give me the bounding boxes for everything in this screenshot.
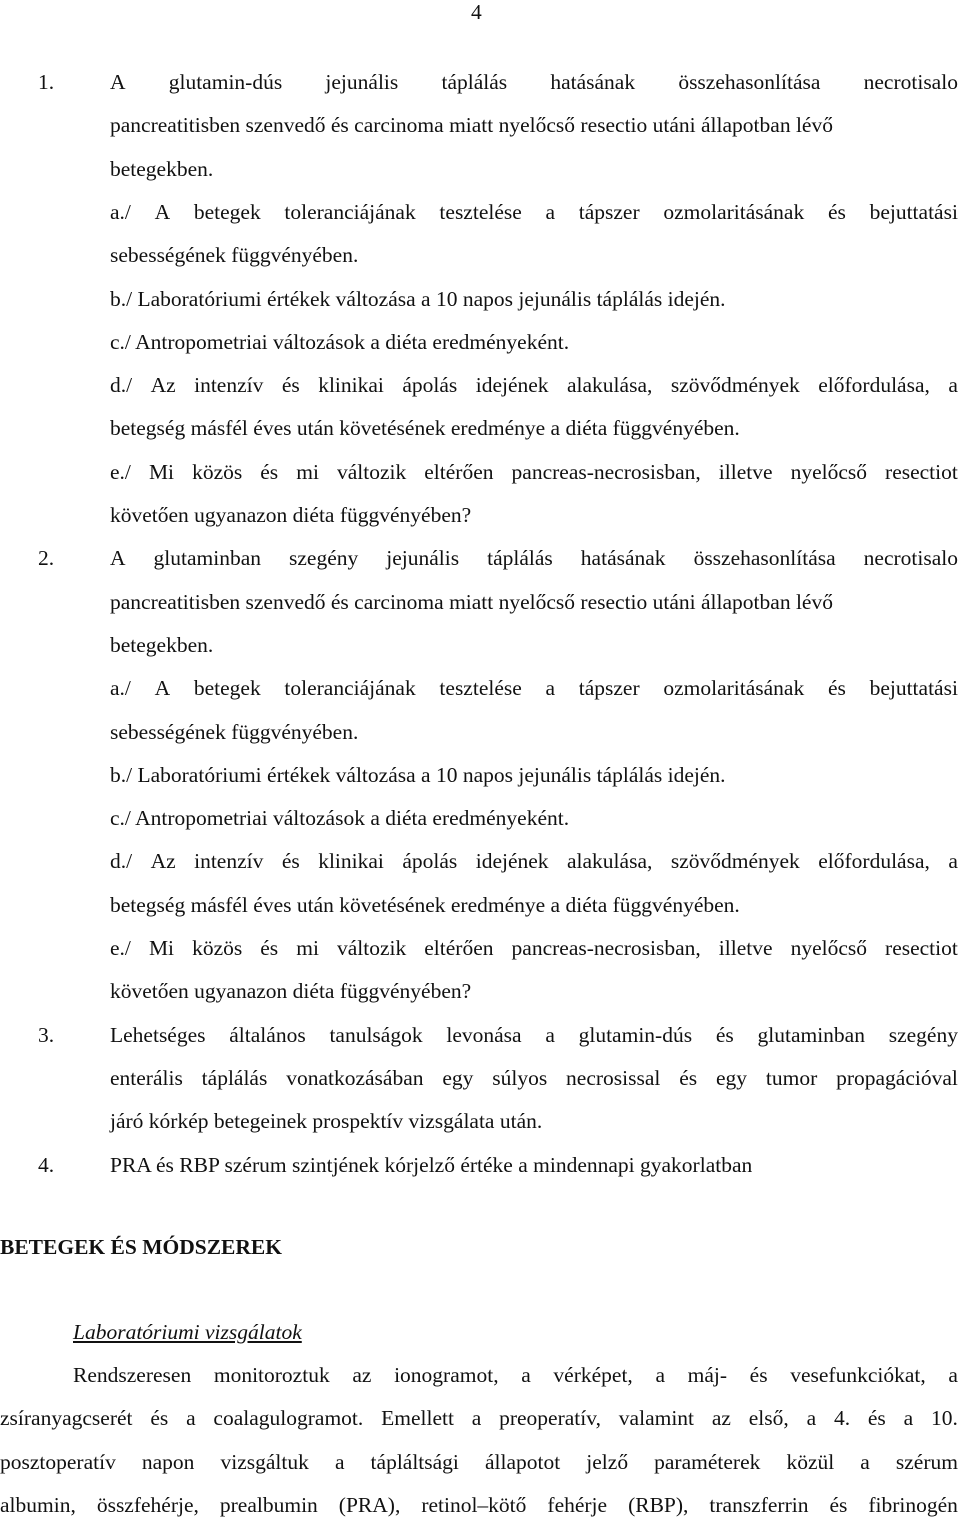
word: klinikai xyxy=(318,373,384,398)
word: előfordulása, xyxy=(818,373,930,398)
word: és xyxy=(260,459,279,484)
word: ápolás xyxy=(402,373,458,398)
word: közös xyxy=(192,936,243,960)
sub-item-line: követően ugyanazon diéta függvényében? xyxy=(110,503,472,527)
word: posztoperatív xyxy=(0,1450,116,1474)
word: Lehetséges xyxy=(110,1022,206,1047)
sub-item-line xyxy=(110,199,958,224)
word: és xyxy=(749,1363,768,1387)
word: a xyxy=(471,1406,482,1430)
subheading: Laboratóriumi vizsgálatok xyxy=(73,1320,302,1344)
word: Emellett xyxy=(381,1406,454,1430)
word: necrosissal xyxy=(566,1065,661,1090)
word: klinikai xyxy=(318,849,384,874)
word: (RBP), xyxy=(628,1493,689,1517)
word: nyelőcső xyxy=(790,459,867,484)
word: Mi xyxy=(148,936,175,960)
paragraph-line xyxy=(0,1408,958,1430)
word: a xyxy=(860,1450,870,1474)
word: szegény xyxy=(289,546,359,571)
word: betegek xyxy=(193,676,261,701)
paragraph-line xyxy=(0,1495,958,1517)
word: tápszer xyxy=(578,676,640,701)
word: a xyxy=(806,1406,817,1430)
word: általános xyxy=(229,1022,306,1047)
word: alakulása, xyxy=(567,849,653,874)
word: jejunális xyxy=(325,70,399,94)
word: mi xyxy=(296,936,319,960)
word: preoperatív, xyxy=(499,1406,601,1430)
word: előfordulása, xyxy=(818,849,930,874)
word: bejuttatási xyxy=(869,199,958,224)
word: napon xyxy=(141,1450,195,1474)
word: enterális xyxy=(110,1065,183,1090)
word: ionogramot, xyxy=(394,1363,499,1387)
list-item-line: PRA és RBP szérum szintjének kórjelző értéke a mindennapi gyakorlatban xyxy=(110,1152,753,1177)
word: és xyxy=(867,1406,886,1430)
list-item-line: betegekben. xyxy=(110,632,214,657)
word: szérum xyxy=(895,1450,958,1474)
word: alakulása, xyxy=(567,373,653,398)
sub-item-line: c./ Antropometriai változások a diéta eredményeként. xyxy=(110,806,570,831)
sub-item-line xyxy=(110,938,958,960)
word: toleranciájának xyxy=(284,676,416,701)
word: glutaminban xyxy=(757,1022,865,1047)
word: necrotisalo xyxy=(863,70,958,94)
word: 10. xyxy=(930,1406,958,1430)
sub-item-line: betegség másfél éves után követésének eredménye a diéta függvényében. xyxy=(110,892,740,917)
list-number: 1. xyxy=(38,70,55,94)
word: bejuttatási xyxy=(869,676,958,701)
sub-item-line: betegség másfél éves után követésének eredménye a diéta függvényében. xyxy=(110,416,740,441)
word: eltérően xyxy=(424,459,494,484)
list-number: 3. xyxy=(38,1022,55,1047)
word: e./ xyxy=(110,936,131,960)
list-item-line xyxy=(110,1022,958,1047)
word: ozmolaritásának xyxy=(663,676,805,701)
word: glutamin-dús xyxy=(578,1022,693,1047)
sub-item-line xyxy=(110,459,958,484)
word: a./ xyxy=(110,676,131,701)
word: mi xyxy=(296,459,319,484)
word: Mi xyxy=(148,459,175,484)
list-item-line xyxy=(110,72,958,94)
word: szövődmények xyxy=(670,849,800,874)
word: Rendszeresen xyxy=(73,1363,192,1387)
word: a xyxy=(186,1406,196,1430)
word: közös xyxy=(192,459,243,484)
word: és xyxy=(679,1065,698,1090)
word: közül xyxy=(786,1450,835,1474)
word: e./ xyxy=(110,459,131,484)
word: transzferrin xyxy=(709,1493,809,1517)
word: Az xyxy=(150,849,176,874)
word: az xyxy=(352,1363,372,1387)
word: és xyxy=(829,1493,848,1517)
word: és xyxy=(281,849,300,874)
word: a./ xyxy=(110,199,131,224)
word: intenzív xyxy=(194,373,264,398)
word: és xyxy=(715,1022,734,1047)
word: hatásának xyxy=(580,546,666,571)
word: táplálás xyxy=(487,546,553,571)
word: vesefunkciókat, xyxy=(790,1363,926,1387)
word: a xyxy=(948,849,958,874)
word: szegény xyxy=(888,1022,958,1047)
word: a xyxy=(545,199,556,224)
sub-item-line xyxy=(110,851,958,873)
word: tesztelése xyxy=(439,676,522,701)
word: a xyxy=(655,1363,665,1387)
word: ápolás xyxy=(402,849,458,874)
word: A xyxy=(110,546,126,571)
word: összehasonlítása xyxy=(678,70,821,94)
word: és xyxy=(281,373,300,398)
word: resectiot xyxy=(885,936,958,960)
word: táplálás xyxy=(441,70,508,94)
word: változik xyxy=(336,459,407,484)
word: nyelőcső xyxy=(790,936,867,960)
word: necrotisalo xyxy=(863,546,958,571)
word: toleranciájának xyxy=(284,199,416,224)
word: a xyxy=(545,1022,555,1047)
word: idejének xyxy=(475,849,549,874)
sub-item-line: b./ Laboratóriumi értékek változása a 10 napos jejunális táplálás idején. xyxy=(110,762,726,787)
list-item-line: pancreatitisben szenvedő és carcinoma miatt nyelőcső resectio utáni állapotban lévő xyxy=(110,589,833,614)
word: összehasonlítása xyxy=(693,546,836,571)
word: egy xyxy=(442,1065,474,1090)
word: zsíranyagcserét xyxy=(0,1406,133,1430)
word: első, xyxy=(748,1406,789,1430)
word: jelző xyxy=(586,1450,629,1474)
word: retinol–kötő xyxy=(421,1493,527,1517)
word: tápszer xyxy=(578,199,640,224)
sub-item-line: sebességének függvényében. xyxy=(110,243,359,268)
list-item-line: betegekben. xyxy=(110,156,214,181)
word: vizsgáltuk xyxy=(220,1450,309,1474)
word: jejunális xyxy=(386,546,460,571)
list-item-line: pancreatitisben szenvedő és carcinoma miatt nyelőcső resectio utáni állapotban lévő xyxy=(110,113,833,138)
paragraph-line xyxy=(73,1365,958,1387)
word: propagációval xyxy=(836,1065,958,1090)
list-number: 2. xyxy=(38,546,55,571)
word: tápláltsági xyxy=(370,1450,459,1474)
word: Az xyxy=(150,373,176,398)
word: A xyxy=(154,676,171,701)
word: vérképet, xyxy=(553,1363,633,1387)
word: és xyxy=(827,199,846,224)
word: és xyxy=(260,936,279,960)
word: az xyxy=(711,1406,731,1430)
list-item-line: járó kórkép betegeinek prospektív vizsgálata után. xyxy=(110,1109,543,1134)
word: monitoroztuk xyxy=(213,1363,330,1387)
paragraph-line xyxy=(0,1452,958,1474)
word: d./ xyxy=(110,849,133,874)
word: vonatkozásában xyxy=(286,1065,424,1090)
word: illetve xyxy=(718,459,773,484)
word: táplálás xyxy=(201,1065,268,1090)
word: súlyos xyxy=(492,1065,548,1090)
word: és xyxy=(150,1406,169,1430)
word: d./ xyxy=(110,373,133,398)
word: (PRA), xyxy=(338,1493,401,1517)
word: betegek xyxy=(193,199,261,224)
word: pancreas-necrosisban, xyxy=(511,459,701,484)
word: resectiot xyxy=(885,459,958,484)
word: a xyxy=(948,373,958,398)
word: a xyxy=(521,1363,531,1387)
word: idejének xyxy=(475,373,549,398)
word: összfehérje, xyxy=(96,1493,199,1517)
word: a xyxy=(334,1450,345,1474)
word: A xyxy=(110,70,126,94)
word: tesztelése xyxy=(439,199,522,224)
word: a xyxy=(948,1363,958,1387)
word: tumor xyxy=(765,1065,818,1090)
list-number: 4. xyxy=(38,1152,55,1177)
word: máj- xyxy=(687,1363,728,1387)
word: A xyxy=(154,199,171,224)
word: és xyxy=(827,676,846,701)
sub-item-line: b./ Laboratóriumi értékek változása a 10 napos jejunális táplálás idején. xyxy=(110,286,726,311)
sub-item-line: sebességének függvényében. xyxy=(110,719,359,744)
word: fibrinogén xyxy=(868,1493,958,1517)
word: pancreas-necrosisban, xyxy=(511,936,701,960)
word: 4. xyxy=(833,1406,851,1430)
sub-item-line: követően ugyanazon diéta függvényében? xyxy=(110,979,472,1004)
word: változik xyxy=(336,936,407,960)
word: ozmolaritásának xyxy=(663,199,805,224)
page-number: 4 xyxy=(471,0,482,24)
list-item-line xyxy=(110,1065,958,1090)
word: tanulságok xyxy=(329,1022,423,1047)
word: állapotot xyxy=(484,1450,561,1474)
word: a xyxy=(903,1406,914,1430)
word: glutamin-dús xyxy=(168,70,283,94)
word: glutaminban xyxy=(153,546,262,571)
word: valamint xyxy=(618,1406,695,1430)
sub-item-line: c./ Antropometriai változások a diéta eredményeként. xyxy=(110,329,570,354)
word: illetve xyxy=(718,936,773,960)
word: paraméterek xyxy=(654,1450,761,1474)
word: hatásának xyxy=(550,70,636,94)
section-heading: BETEGEK ÉS MÓDSZEREK xyxy=(0,1235,282,1259)
word: eltérően xyxy=(424,936,494,960)
word: szövődmények xyxy=(670,373,800,398)
sub-item-line xyxy=(110,678,958,700)
word: intenzív xyxy=(194,849,264,874)
word: coalagulogramot. xyxy=(213,1406,364,1430)
word: fehérje xyxy=(547,1493,608,1517)
word: prealbumin xyxy=(219,1493,318,1517)
sub-item-line xyxy=(110,375,958,397)
list-item-line xyxy=(110,548,958,570)
word: albumin, xyxy=(0,1493,76,1517)
word: a xyxy=(545,676,556,701)
word: egy xyxy=(716,1065,748,1090)
word: levonása xyxy=(446,1022,522,1047)
